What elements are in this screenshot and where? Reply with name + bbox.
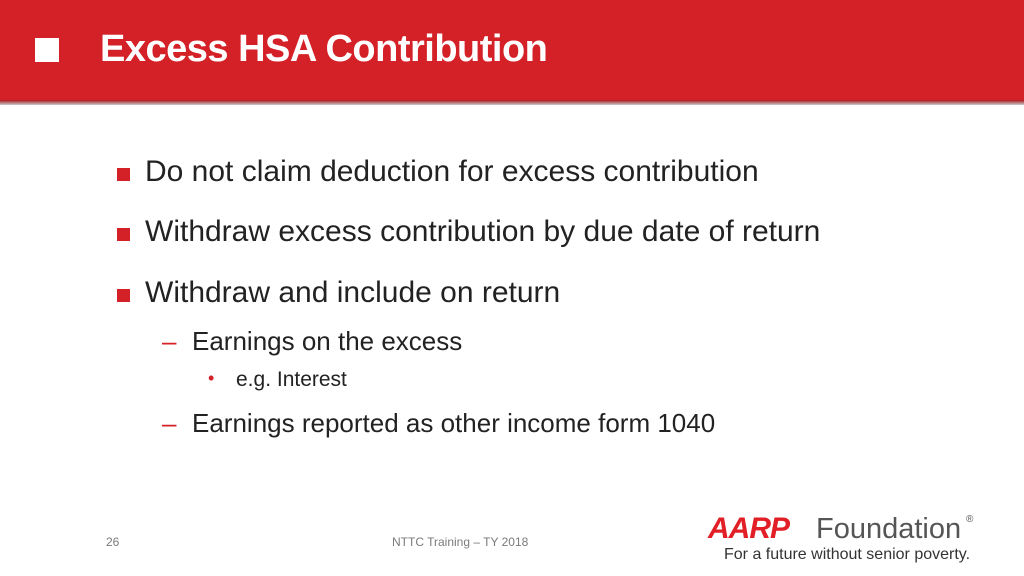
aarp-foundation-logo: [708, 512, 978, 568]
title-bar-divider: [0, 100, 1024, 105]
title-bar: [0, 0, 1024, 100]
logo-tagline: For a future without senior poverty.: [724, 546, 971, 563]
bullet-square-icon: [117, 289, 130, 302]
logo-name: Foundation: [816, 513, 962, 545]
bullet-square-icon: [117, 228, 130, 241]
bullet-item: Withdraw excess contribution by due date of return: [145, 215, 821, 248]
slide-title: Excess HSA Contribution: [100, 28, 548, 70]
sub-bullet-item: Earnings reported as other income form 1040: [192, 408, 716, 438]
sub-sub-bullet-item: e.g. Interest: [236, 368, 347, 391]
logo-brand: AARP: [708, 512, 790, 545]
bullet-square-icon: [117, 168, 130, 181]
sub-bullet-item: Earnings on the excess: [192, 326, 463, 356]
page-number: 26: [106, 535, 120, 549]
dash-bullet-icon: –: [162, 326, 177, 356]
dot-bullet-icon: •: [208, 368, 215, 388]
title-square-icon: [35, 38, 59, 62]
registered-mark: ®: [966, 514, 974, 525]
footer-text: NTTC Training – TY 2018: [392, 535, 529, 549]
bullet-item: Do not claim deduction for excess contribution: [145, 155, 759, 188]
bullet-item: Withdraw and include on return: [145, 276, 561, 309]
dash-bullet-icon: –: [162, 408, 177, 438]
